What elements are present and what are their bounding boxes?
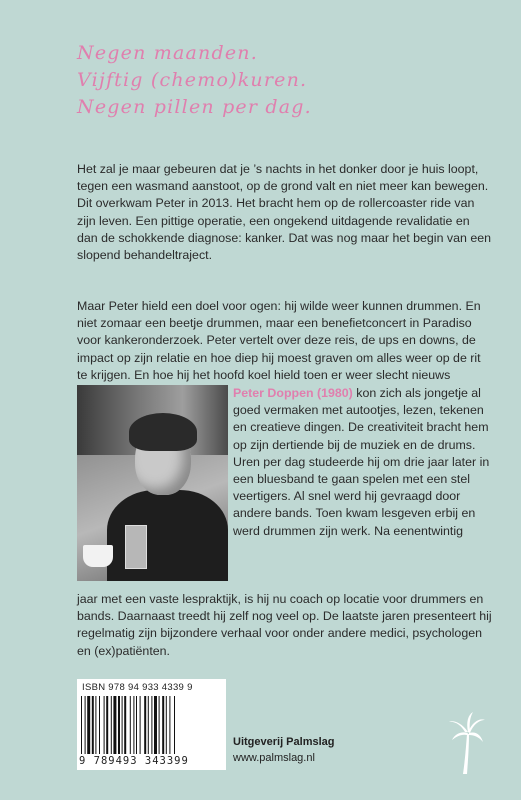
barcode-box [77,679,226,770]
author-photo [77,385,228,581]
author-name: Peter Doppen (1980) [233,386,353,400]
author-bio-text: kon zich als jongetje al goed vermaken met autootjes, lezen, tekenen en creatieve dingen. De creativiteit bracht hem op zijn dertiende bij de muziek en de drums. Uren per dag studeerde hij om drie jaar later in een bluesband te gaan spelen met een stel veertigers. Al snel werd hij gevraagd door andere bands. Toen kwam lesgeven erbij en werd drummen zijn werk. Na eenentwintig [233,386,490,538]
blurb-paragraph-2: Maar Peter hield een doel voor ogen: hij wilde weer kunnen drummen. En niet zomaar een beetje drummen, maar een benefietconcert in Paradiso voor kankeronderzoek. Peter vertelt over deze reis, de ups en downs, de impact op zijn relatie en hoe diep hij moest graven om alles weer op de rit te krijgen. En hoe hij het hoofd koel hield toen er weer slecht nieuws [77,299,481,382]
tagline-2: Vijftig (chemo)kuren. [77,69,308,91]
taglines [77,40,497,121]
tagline-3: Negen pillen per dag. [77,96,312,118]
author-bio-continued: jaar met een vaste lespraktijk, is hij nu coach op locatie voor drummers en bands. Daarnaast treedt hij zelf nog veel op. De laatste jaren presenteert hij regelmatig zijn bijzondere verhaal voor onder andere medici, psychologen en (ex)patiënten. [77,592,492,658]
author-bio [233,385,498,540]
publisher-website: www.palmslag.nl [233,752,315,764]
tagline-1: Negen maanden. [77,42,258,64]
isbn-digits: 9 789493 343399 [79,755,189,767]
palm-tree-logo-icon [449,712,485,774]
barcode-bars [81,696,222,754]
blurb-paragraph-1: Het zal je maar gebeuren dat je ’s nachts in het donker door je huis loopt, tegen een wasmand aanstoot, op de grond valt en niet meer kan bewegen. Dit overkwam Peter in 2013. Het bracht hem op de rollercoaster ride van zijn leven. Een pittige operatie, een ongekend uitdagende revalidatie en dan de schokkende diagnose: kanker. Dat was nog maar het begin van een slopend behandeltraject. [77,162,491,263]
publisher-name: Uitgeverij Palmslag [233,736,335,748]
isbn-label: ISBN 978 94 933 4339 9 [82,682,193,693]
